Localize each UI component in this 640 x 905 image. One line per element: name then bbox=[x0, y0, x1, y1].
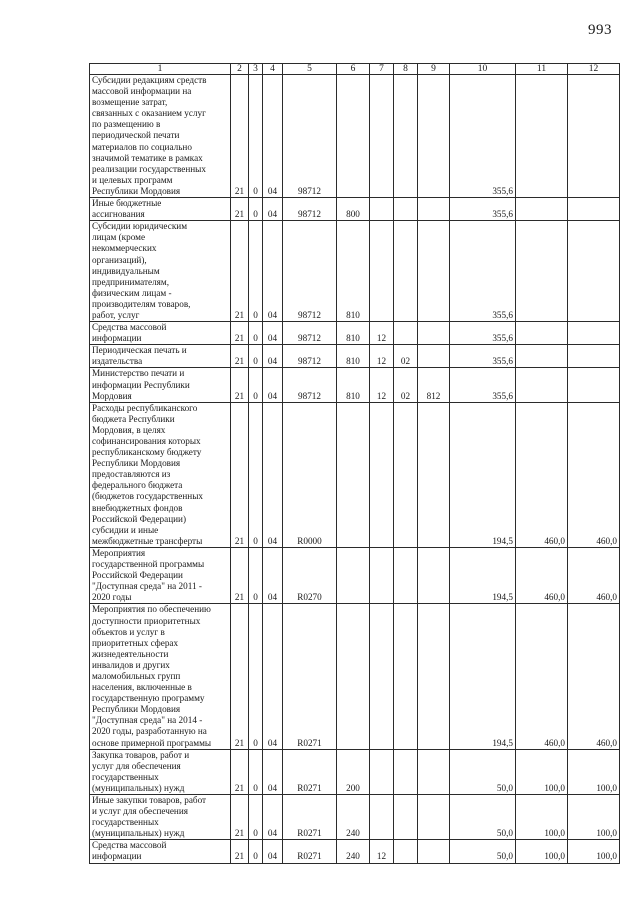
expense-name-cell bbox=[90, 749, 231, 794]
table-row bbox=[90, 402, 620, 547]
cell-c2: 21 bbox=[231, 198, 249, 221]
cell-c6: 810 bbox=[337, 345, 370, 368]
expense-name-line: возмещение затрат, bbox=[92, 97, 168, 108]
expense-name-line: межбюджетные трансферты bbox=[92, 535, 203, 546]
cell-c11: 100,0 bbox=[516, 749, 568, 794]
cell-c4: 04 bbox=[263, 795, 283, 840]
expense-name-line: Республики Мордовия bbox=[92, 704, 181, 715]
cell-c3: 0 bbox=[249, 198, 263, 221]
cell-c6: 810 bbox=[337, 221, 370, 322]
cell-c9 bbox=[418, 198, 450, 221]
cell-c11: 460,0 bbox=[516, 604, 568, 749]
expense-name-line: связанных с оказанием услуг bbox=[92, 108, 206, 119]
cell-c3: 0 bbox=[249, 322, 263, 345]
cell-c12 bbox=[568, 75, 620, 198]
expense-name-line: Мероприятия bbox=[92, 547, 146, 558]
cell-c8 bbox=[394, 604, 418, 749]
expense-name-line: значимой тематике в рамках bbox=[92, 152, 203, 163]
cell-c9 bbox=[418, 322, 450, 345]
column-header: 10 bbox=[450, 64, 516, 75]
cell-c4: 04 bbox=[263, 749, 283, 794]
cell-c8 bbox=[394, 840, 418, 863]
cell-c9 bbox=[418, 795, 450, 840]
expense-name-cell bbox=[90, 604, 231, 749]
cell-c5: 98712 bbox=[283, 198, 337, 221]
expense-name-line: 2020 годы bbox=[92, 592, 132, 603]
expense-name-line: федерального бюджета bbox=[92, 480, 183, 491]
expense-name-line: инвалидов и других bbox=[92, 659, 170, 670]
column-header: 11 bbox=[516, 64, 568, 75]
cell-c12 bbox=[568, 345, 620, 368]
cell-c11 bbox=[516, 75, 568, 198]
cell-c2: 21 bbox=[231, 547, 249, 603]
cell-c11: 100,0 bbox=[516, 795, 568, 840]
expense-name-cell bbox=[90, 402, 231, 547]
expense-name-line: Республики Мордовия bbox=[92, 458, 181, 469]
expense-name-cell bbox=[90, 795, 231, 840]
table-row bbox=[90, 840, 620, 863]
cell-c8 bbox=[394, 547, 418, 603]
cell-c10: 355,6 bbox=[450, 368, 516, 402]
expense-name-line: объектов и услуг в bbox=[92, 626, 165, 637]
column-header: 5 bbox=[283, 64, 337, 75]
cell-c12 bbox=[568, 221, 620, 322]
expense-name-line: некоммерческих bbox=[92, 243, 157, 254]
expense-name-line: Иные бюджетные bbox=[92, 198, 162, 209]
expense-name-cell bbox=[90, 345, 231, 368]
column-header: 3 bbox=[249, 64, 263, 75]
expense-name-line: реализации государственных bbox=[92, 163, 206, 174]
cell-c4: 04 bbox=[263, 604, 283, 749]
column-header: 8 bbox=[394, 64, 418, 75]
cell-c2: 21 bbox=[231, 402, 249, 547]
expense-name-line: индивидуальным bbox=[92, 265, 160, 276]
cell-c4: 04 bbox=[263, 840, 283, 863]
table-row bbox=[90, 368, 620, 402]
expense-name-line: (бюджетов государственных bbox=[92, 491, 203, 502]
expense-name-line: государственную программу bbox=[92, 693, 205, 704]
budget-table bbox=[89, 63, 620, 864]
cell-c9 bbox=[418, 604, 450, 749]
cell-c4: 04 bbox=[263, 547, 283, 603]
cell-c3: 0 bbox=[249, 604, 263, 749]
cell-c5: R0271 bbox=[283, 840, 337, 863]
cell-c8 bbox=[394, 322, 418, 345]
cell-c8 bbox=[394, 795, 418, 840]
cell-c6: 240 bbox=[337, 840, 370, 863]
expense-name-line: физическим лицам - bbox=[92, 287, 172, 298]
expense-name-line: периодической печати bbox=[92, 130, 180, 141]
cell-c10: 50,0 bbox=[450, 795, 516, 840]
cell-c6: 810 bbox=[337, 368, 370, 402]
expense-name-line: "Доступная среда" на 2014 - bbox=[92, 715, 203, 726]
cell-c11 bbox=[516, 198, 568, 221]
expense-name-line: ассигнования bbox=[92, 209, 145, 220]
expense-name-line: бюджета Республики bbox=[92, 413, 175, 424]
expense-name-cell bbox=[90, 322, 231, 345]
cell-c3: 0 bbox=[249, 75, 263, 198]
cell-c12: 460,0 bbox=[568, 604, 620, 749]
cell-c12: 100,0 bbox=[568, 795, 620, 840]
expense-name-line: Российской Федерации bbox=[92, 570, 183, 581]
table-body bbox=[90, 75, 620, 864]
expense-name-line: (муниципальных) нужд bbox=[92, 782, 185, 793]
column-header: 4 bbox=[263, 64, 283, 75]
cell-c11 bbox=[516, 221, 568, 322]
cell-c5: R0271 bbox=[283, 749, 337, 794]
expense-name-line: софинансирования которых bbox=[92, 436, 201, 446]
cell-c12: 100,0 bbox=[568, 840, 620, 863]
expense-name-line: Средства массовой bbox=[92, 840, 167, 851]
cell-c2: 21 bbox=[231, 368, 249, 402]
expense-name-line: приоритетных сферах bbox=[92, 637, 179, 648]
cell-c4: 04 bbox=[263, 322, 283, 345]
expense-name-line: жизнедеятельности bbox=[92, 648, 169, 659]
column-header: 9 bbox=[418, 64, 450, 75]
expense-name-line: государственных bbox=[92, 817, 159, 828]
cell-c4: 04 bbox=[263, 75, 283, 198]
expense-name-line: маломобильных групп bbox=[92, 670, 181, 681]
header-row bbox=[90, 64, 620, 75]
expense-name-line: предоставляются из bbox=[92, 469, 171, 480]
expense-name-line: информации bbox=[92, 333, 142, 344]
cell-c8 bbox=[394, 198, 418, 221]
cell-c6 bbox=[337, 604, 370, 749]
cell-c4: 04 bbox=[263, 198, 283, 221]
cell-c8: 02 bbox=[394, 368, 418, 402]
cell-c10: 355,6 bbox=[450, 75, 516, 198]
cell-c12: 460,0 bbox=[568, 547, 620, 603]
column-header: 7 bbox=[370, 64, 394, 75]
cell-c12 bbox=[568, 322, 620, 345]
cell-c9 bbox=[418, 402, 450, 547]
cell-c9 bbox=[418, 345, 450, 368]
table-row bbox=[90, 547, 620, 603]
table-row bbox=[90, 75, 620, 198]
cell-c3: 0 bbox=[249, 368, 263, 402]
cell-c12: 100,0 bbox=[568, 749, 620, 794]
cell-c6: 200 bbox=[337, 749, 370, 794]
cell-c4: 04 bbox=[263, 402, 283, 547]
cell-c9 bbox=[418, 547, 450, 603]
expense-name-line: Расходы республиканского bbox=[92, 402, 198, 413]
expense-name-line: 2020 годы, разработанную на bbox=[92, 726, 207, 737]
cell-c5: R0271 bbox=[283, 604, 337, 749]
expense-name-line: субсидии и иные bbox=[92, 524, 159, 535]
cell-c7: 12 bbox=[370, 368, 394, 402]
cell-c8 bbox=[394, 221, 418, 322]
cell-c9 bbox=[418, 840, 450, 863]
cell-c7: 12 bbox=[370, 322, 394, 345]
cell-c5: 98712 bbox=[283, 322, 337, 345]
cell-c3: 0 bbox=[249, 840, 263, 863]
expense-name-line: предпринимателям, bbox=[92, 276, 170, 287]
table-row bbox=[90, 221, 620, 322]
expense-name-line: Субсидии редакциям средств bbox=[92, 75, 207, 85]
cell-c3: 0 bbox=[249, 795, 263, 840]
expense-name-line: доступности приоритетных bbox=[92, 615, 201, 626]
cell-c2: 21 bbox=[231, 75, 249, 198]
cell-c9 bbox=[418, 75, 450, 198]
expense-name-line: информации bbox=[92, 851, 142, 862]
expense-name-line: Субсидии юридическим bbox=[92, 221, 188, 232]
expense-name-line: информации Республики bbox=[92, 379, 190, 390]
cell-c11: 460,0 bbox=[516, 547, 568, 603]
cell-c9 bbox=[418, 221, 450, 322]
cell-c5: 98712 bbox=[283, 75, 337, 198]
expense-name-cell bbox=[90, 221, 231, 322]
cell-c5: R0000 bbox=[283, 402, 337, 547]
cell-c4: 04 bbox=[263, 345, 283, 368]
cell-c10: 355,6 bbox=[450, 345, 516, 368]
cell-c2: 21 bbox=[231, 604, 249, 749]
expense-name-line: производителям товаров, bbox=[92, 298, 191, 309]
expense-name-cell bbox=[90, 75, 231, 198]
expense-name-line: массовой информации на bbox=[92, 86, 192, 97]
table-row bbox=[90, 795, 620, 840]
expense-name-cell bbox=[90, 547, 231, 603]
cell-c2: 21 bbox=[231, 795, 249, 840]
expense-name-line: работ, услуг bbox=[92, 309, 140, 320]
expense-name-line: лицам (кроме bbox=[92, 232, 146, 243]
cell-c6 bbox=[337, 402, 370, 547]
expense-name-line: Мордовия bbox=[92, 390, 132, 401]
expense-name-line: внебюджетных фондов bbox=[92, 502, 183, 513]
cell-c6: 800 bbox=[337, 198, 370, 221]
expense-name-line: государственной программы bbox=[92, 559, 205, 570]
expense-name-line: населения, включенные в bbox=[92, 682, 192, 693]
expense-name-line: республиканскому бюджету bbox=[92, 447, 202, 458]
expense-name-line: организаций), bbox=[92, 254, 147, 265]
table-row bbox=[90, 322, 620, 345]
expense-name-cell bbox=[90, 840, 231, 863]
cell-c10: 355,6 bbox=[450, 198, 516, 221]
cell-c8 bbox=[394, 75, 418, 198]
cell-c5: 98712 bbox=[283, 345, 337, 368]
cell-c3: 0 bbox=[249, 547, 263, 603]
cell-c10: 194,5 bbox=[450, 402, 516, 547]
cell-c11 bbox=[516, 345, 568, 368]
cell-c6: 240 bbox=[337, 795, 370, 840]
cell-c9: 812 bbox=[418, 368, 450, 402]
cell-c6: 810 bbox=[337, 322, 370, 345]
cell-c3: 0 bbox=[249, 345, 263, 368]
expense-name-line: государственных bbox=[92, 771, 159, 782]
cell-c6 bbox=[337, 547, 370, 603]
cell-c10: 355,6 bbox=[450, 221, 516, 322]
cell-c10: 194,5 bbox=[450, 604, 516, 749]
expense-name-line: Иные закупки товаров, работ bbox=[92, 795, 207, 805]
cell-c7 bbox=[370, 604, 394, 749]
expense-name-line: услуг для обеспечения bbox=[92, 760, 181, 771]
table-row bbox=[90, 604, 620, 749]
cell-c4: 04 bbox=[263, 221, 283, 322]
cell-c3: 0 bbox=[249, 402, 263, 547]
expense-name-cell bbox=[90, 368, 231, 402]
cell-c12 bbox=[568, 368, 620, 402]
cell-c11 bbox=[516, 368, 568, 402]
cell-c11: 460,0 bbox=[516, 402, 568, 547]
column-header: 12 bbox=[568, 64, 620, 75]
cell-c10: 355,6 bbox=[450, 322, 516, 345]
expense-name-line: и целевых программ bbox=[92, 174, 173, 185]
cell-c7 bbox=[370, 547, 394, 603]
cell-c7 bbox=[370, 402, 394, 547]
cell-c10: 50,0 bbox=[450, 840, 516, 863]
cell-c7 bbox=[370, 75, 394, 198]
expense-name-line: "Доступная среда" на 2011 - bbox=[92, 581, 202, 592]
page-number: 993 bbox=[588, 22, 612, 38]
cell-c2: 21 bbox=[231, 345, 249, 368]
cell-c2: 21 bbox=[231, 840, 249, 863]
cell-c4: 04 bbox=[263, 368, 283, 402]
table-row bbox=[90, 198, 620, 221]
cell-c7 bbox=[370, 749, 394, 794]
cell-c7: 12 bbox=[370, 840, 394, 863]
cell-c9 bbox=[418, 749, 450, 794]
expense-name-line: материалов по социально bbox=[92, 141, 192, 152]
cell-c5: R0270 bbox=[283, 547, 337, 603]
expense-name-line: и услуг для обеспечения bbox=[92, 806, 188, 817]
cell-c8: 02 bbox=[394, 345, 418, 368]
expense-name-line: Республики Мордовия bbox=[92, 185, 181, 196]
cell-c7: 12 bbox=[370, 345, 394, 368]
cell-c10: 50,0 bbox=[450, 749, 516, 794]
expense-name-cell bbox=[90, 198, 231, 221]
cell-c2: 21 bbox=[231, 322, 249, 345]
expense-name-line: издательства bbox=[92, 356, 143, 367]
expense-name-line: по размещению в bbox=[92, 119, 161, 130]
table-row bbox=[90, 345, 620, 368]
cell-c5: 98712 bbox=[283, 368, 337, 402]
cell-c3: 0 bbox=[249, 749, 263, 794]
cell-c7 bbox=[370, 198, 394, 221]
table-row bbox=[90, 749, 620, 794]
cell-c5: 98712 bbox=[283, 221, 337, 322]
cell-c7 bbox=[370, 221, 394, 322]
expense-name-line: Периодическая печать и bbox=[92, 345, 187, 356]
cell-c8 bbox=[394, 749, 418, 794]
cell-c7 bbox=[370, 795, 394, 840]
cell-c11: 100,0 bbox=[516, 840, 568, 863]
cell-c10: 194,5 bbox=[450, 547, 516, 603]
cell-c2: 21 bbox=[231, 221, 249, 322]
cell-c2: 21 bbox=[231, 749, 249, 794]
expense-name-line: Закупка товаров, работ и bbox=[92, 749, 190, 760]
expense-name-line: Мордовия, в целях bbox=[92, 424, 166, 435]
cell-c12 bbox=[568, 198, 620, 221]
expense-name-line: Мероприятия по обеспечению bbox=[92, 604, 211, 615]
expense-name-line: основе примерной программы bbox=[92, 737, 212, 748]
expense-name-line: Средства массовой bbox=[92, 322, 167, 333]
cell-c12: 460,0 bbox=[568, 402, 620, 547]
column-header: 6 bbox=[337, 64, 370, 75]
cell-c6 bbox=[337, 75, 370, 198]
expense-name-line: Министерство печати и bbox=[92, 368, 185, 379]
expense-name-line: Российской Федерации) bbox=[92, 513, 187, 524]
column-header: 2 bbox=[231, 64, 249, 75]
expense-name-line: (муниципальных) нужд bbox=[92, 828, 185, 839]
cell-c8 bbox=[394, 402, 418, 547]
cell-c3: 0 bbox=[249, 221, 263, 322]
cell-c11 bbox=[516, 322, 568, 345]
column-header: 1 bbox=[90, 64, 231, 75]
cell-c5: R0271 bbox=[283, 795, 337, 840]
